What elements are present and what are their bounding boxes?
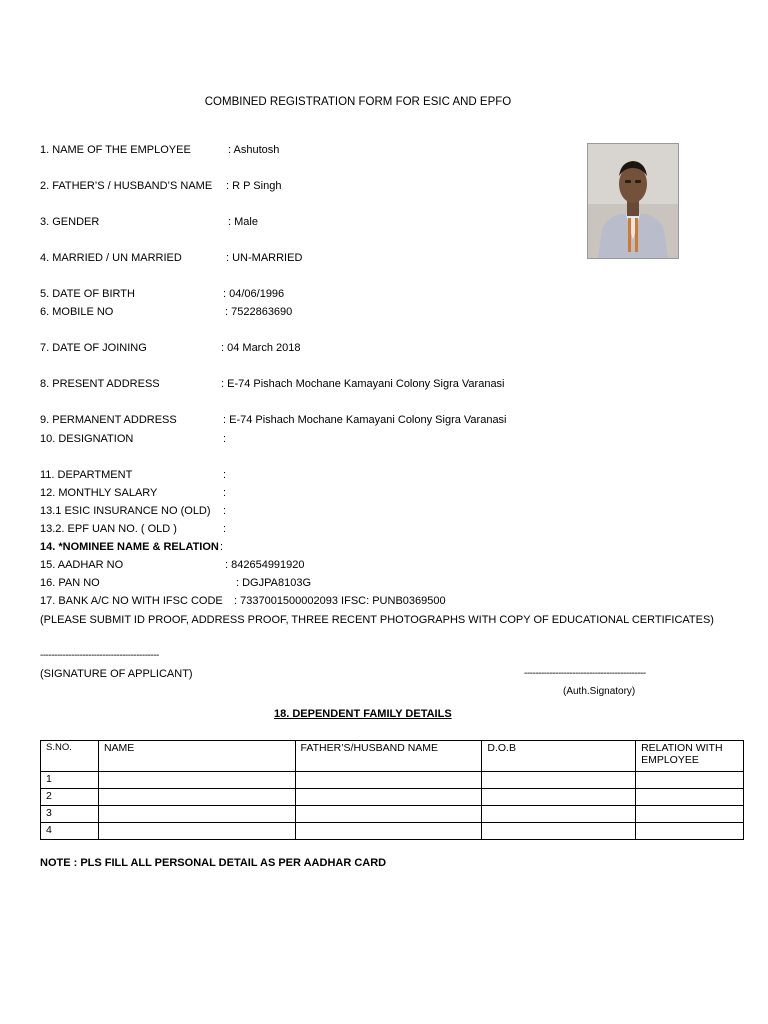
field-value-department: : (223, 469, 227, 481)
family-details-heading: 18. DEPENDENT FAMILY DETAILS (274, 708, 452, 720)
table-cell-name (98, 772, 295, 789)
field-value-marital-status: : UN-MARRIED (226, 252, 303, 264)
table-row (41, 806, 744, 823)
table-cell-relation (636, 772, 744, 789)
employee-photo (587, 143, 679, 259)
field-label-designation: 10. DESIGNATION (40, 433, 134, 445)
field-label-permanent-address: 9. PERMANENT ADDRESS (40, 414, 177, 426)
field-value-mobile: : 7522863690 (225, 306, 293, 318)
table-row (41, 789, 744, 806)
field-value-pan-no: : DGJPA8103G (236, 577, 311, 589)
field-value-epf-uan-no: : (223, 523, 227, 535)
field-value-designation: : (223, 433, 227, 445)
table-cell-sno: 3 (41, 806, 99, 823)
column-header-relation: RELATION WITH EMPLOYEE (636, 741, 744, 772)
field-label-mobile: 6. MOBILE NO (40, 306, 114, 318)
table-cell-relation (636, 823, 744, 840)
applicant-signature-line: ------------------------------------------ (40, 650, 159, 661)
column-header-father-husband-name: FATHER’S/HUSBAND NAME (295, 741, 482, 772)
field-label-epf-uan-no: 13.2. EPF UAN NO. ( OLD ) (40, 523, 177, 535)
field-label-father-name: 2. FATHER’S / HUSBAND’S NAME (40, 180, 213, 192)
person-photo-icon (588, 144, 678, 258)
field-label-pan-no: 16. PAN NO (40, 577, 100, 589)
field-label-esic-insurance-no: 13.1 ESIC INSURANCE NO (OLD) (40, 505, 211, 517)
field-label-monthly-salary: 12. MONTHLY SALARY (40, 487, 158, 499)
auth-signature-line: ------------------------------------------- (524, 668, 646, 679)
table-row (41, 772, 744, 789)
field-value-present-address: : E-74 Pishach Mochane Kamayani Colony Sigra Varanasi (221, 378, 505, 390)
field-label-date-of-birth: 5. DATE OF BIRTH (40, 288, 135, 300)
field-label-nominee: 14. *NOMINEE NAME & RELATION (40, 541, 219, 553)
field-value-nominee: : (220, 541, 224, 553)
table-header-row (41, 741, 744, 772)
field-label-bank-account: 17. BANK A/C NO WITH IFSC CODE (40, 595, 223, 607)
table-cell-name (98, 806, 295, 823)
field-label-marital-status: 4. MARRIED / UN MARRIED (40, 252, 182, 264)
table-cell-father-name (295, 806, 482, 823)
instruction-text: (PLEASE SUBMIT ID PROOF, ADDRESS PROOF, THREE RECENT PHOTOGRAPHS WITH COPY OF EDUCATIONAL CERTIFICATES) (40, 614, 714, 626)
table-cell-dob (482, 789, 636, 806)
table-cell-father-name (295, 789, 482, 806)
field-value-date-of-joining: : 04 March 2018 (221, 342, 301, 354)
table-cell-relation (636, 789, 744, 806)
table-cell-dob (482, 823, 636, 840)
field-value-employee-name: : Ashutosh (228, 144, 280, 156)
field-label-employee-name: 1. NAME OF THE EMPLOYEE (40, 144, 191, 156)
field-label-department: 11. DEPARTMENT (40, 469, 133, 481)
family-details-table (40, 740, 744, 840)
note-text: NOTE : PLS FILL ALL PERSONAL DETAIL AS PER AADHAR CARD (40, 857, 387, 869)
column-header-sno: S.NO. (41, 741, 99, 772)
table-cell-father-name (295, 823, 482, 840)
table-cell-dob (482, 772, 636, 789)
field-label-present-address: 8. PRESENT ADDRESS (40, 378, 160, 390)
field-value-father-name: : R P Singh (226, 180, 282, 192)
table-cell-sno: 1 (41, 772, 99, 789)
applicant-signature-label: (SIGNATURE OF APPLICANT) (40, 668, 193, 680)
field-label-aadhar-no: 15. AADHAR NO (40, 559, 124, 571)
table-row (41, 823, 744, 840)
table-cell-name (98, 789, 295, 806)
table-cell-sno: 4 (41, 823, 99, 840)
field-value-gender: : Male (228, 216, 258, 228)
field-label-date-of-joining: 7. DATE OF JOINING (40, 342, 147, 354)
field-value-bank-account: : 7337001500002093 IFSC: PUNB0369500 (234, 595, 446, 607)
table-cell-relation (636, 806, 744, 823)
field-value-esic-insurance-no: : (223, 505, 227, 517)
column-header-name: NAME (98, 741, 295, 772)
table-cell-dob (482, 806, 636, 823)
field-value-date-of-birth: : 04/06/1996 (223, 288, 285, 300)
field-value-permanent-address: : E-74 Pishach Mochane Kamayani Colony Sigra Varanasi (223, 414, 507, 426)
field-value-aadhar-no: : 842654991920 (225, 559, 305, 571)
table-cell-father-name (295, 772, 482, 789)
field-value-monthly-salary: : (223, 487, 227, 499)
form-title: COMBINED REGISTRATION FORM FOR ESIC AND EPFO (204, 96, 512, 108)
field-label-gender: 3. GENDER (40, 216, 100, 228)
table-cell-name (98, 823, 295, 840)
auth-signature-label: (Auth.Signatory) (563, 686, 636, 697)
column-header-dob: D.O.B (482, 741, 636, 772)
table-cell-sno: 2 (41, 789, 99, 806)
